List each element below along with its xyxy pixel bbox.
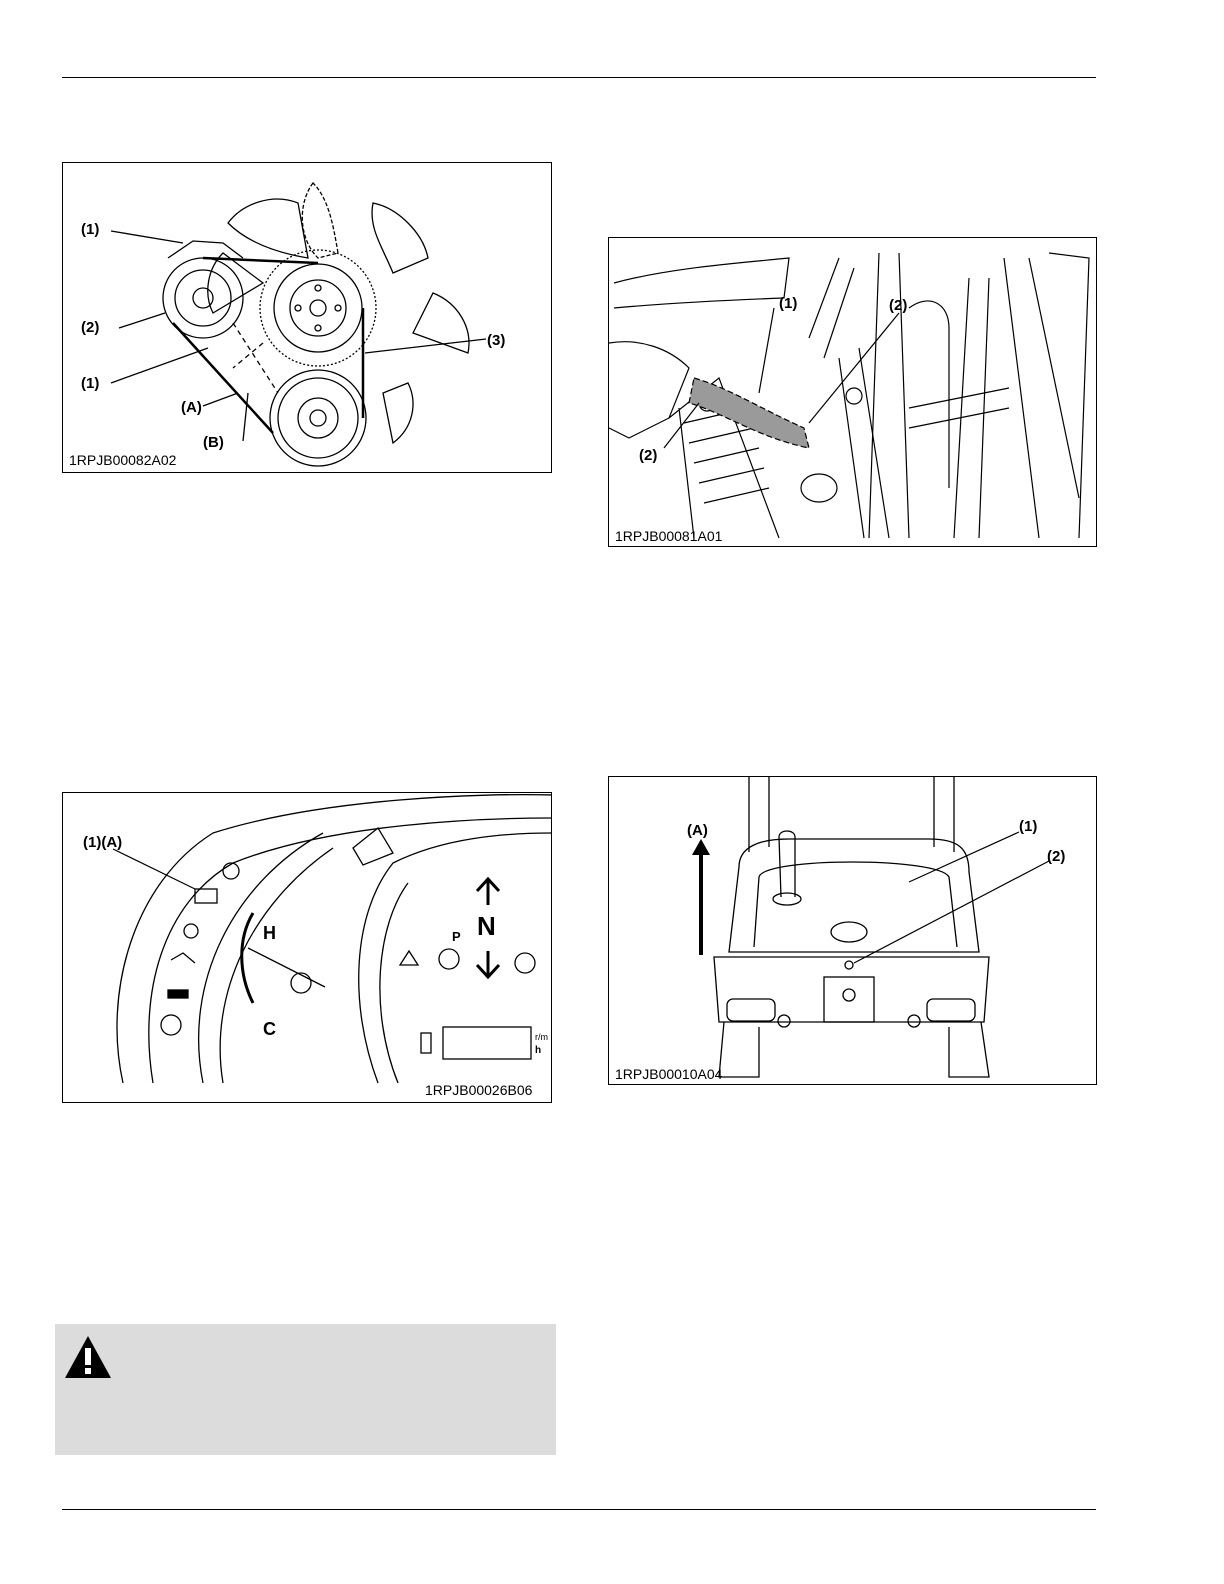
fan-belt-label-1b: (1): [81, 375, 100, 392]
radiator-label-1: (1): [779, 295, 798, 312]
figure-radiator-hose: [608, 237, 1097, 547]
rear-figure-code: 1RPJB00010A04: [615, 1066, 723, 1082]
fan-belt-illustration: [63, 163, 551, 472]
fan-belt-label-3: (3): [487, 332, 506, 349]
figure-meter-panel: [62, 792, 552, 1103]
fan-belt-label-a: (A): [181, 399, 202, 416]
meter-label-1a: (1)(A): [83, 834, 123, 851]
rear-view-illustration: [609, 777, 1096, 1084]
meter-label-c: C: [263, 1019, 276, 1039]
radiator-label-2a: (2): [889, 297, 908, 314]
figure-fan-belt: [62, 162, 552, 473]
radiator-figure-code: 1RPJB00081A01: [615, 528, 723, 544]
meter-panel-illustration: [63, 793, 551, 1102]
meter-unit-rpm: r/m: [535, 1032, 548, 1042]
radiator-label-2b: (2): [639, 447, 658, 464]
figure-rear-view: [608, 776, 1097, 1085]
warning-box: [55, 1324, 556, 1455]
rear-label-a: (A): [687, 822, 708, 839]
rear-label-2: (2): [1047, 848, 1066, 865]
rear-label-1: (1): [1019, 818, 1038, 835]
meter-label-h: H: [263, 923, 276, 943]
meter-label-n: N: [477, 911, 496, 941]
radiator-hose-illustration: [609, 238, 1096, 546]
meter-unit-hour: h: [535, 1045, 542, 1056]
meter-label-p: P: [452, 929, 461, 944]
fan-belt-label-2: (2): [81, 319, 100, 336]
fan-belt-label-b: (B): [203, 434, 224, 451]
top-rule: [62, 77, 1096, 78]
fan-belt-figure-code: 1RPJB00082A02: [69, 452, 177, 468]
meter-figure-code: 1RPJB00026B06: [425, 1082, 533, 1098]
fan-belt-label-1a: (1): [81, 221, 100, 238]
warning-triangle-icon: [63, 1334, 113, 1380]
bottom-rule: [62, 1509, 1096, 1510]
